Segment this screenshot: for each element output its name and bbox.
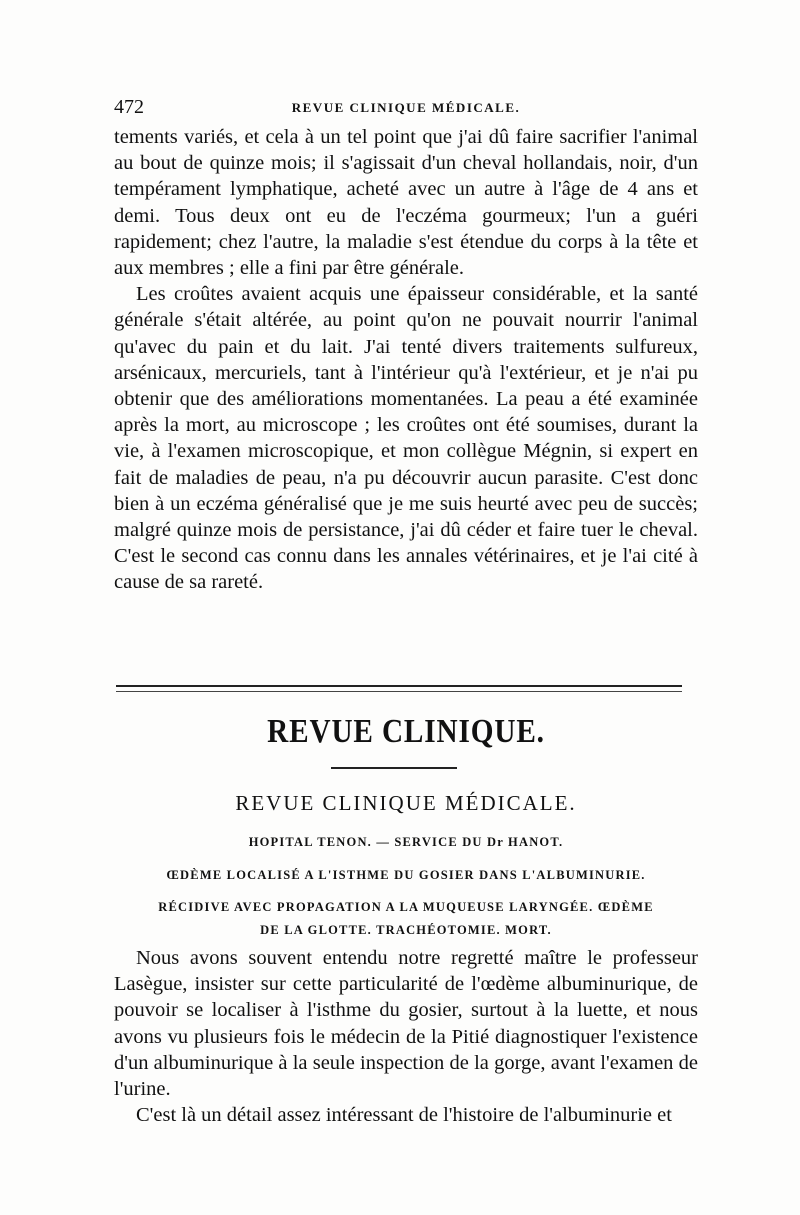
running-head: REVUE CLINIQUE MÉDICALE. xyxy=(291,100,521,115)
hospital-line: HOPITAL TENON. — SERVICE DU Dr HANOT. xyxy=(248,835,564,849)
section-title: REVUE CLINIQUE. xyxy=(267,713,545,750)
continuation-text xyxy=(114,124,698,596)
paragraph: Nous avons souvent entendu notre regretté maître le professeur Lasègue, insister sur cette particularité de l'œdème albuminurique, de pouvoir se localiser à l'isthme du gosier, surtout à la luette, et nous avons vu plusieurs fois le médecin de la Pitié diagnostiquer l'existence d'un albuminurique à la seule inspection de la gorge, avant l'examen de l'urine. xyxy=(114,947,698,1101)
page-header xyxy=(114,96,698,120)
page-number: 472 xyxy=(114,96,144,118)
paragraph: Les croûtes avaient acquis une épaisseur considérable, et la santé générale s'était altérée, au point qu'on ne pouvait nourrir l'animal qu'avec du pain et du lait. J'ai tenté divers traitements sulfureux, arsénicaux, mercuriels, tant à l'intérieur qu'à l'extérieur, et je n'ai pu obtenir que des améliorations momentanées. La peau a été examinée après la mort, au microscope ; les croûtes ont été soumises, durant la vie, à l'examen microscopique, et mon collègue Mégnin, si expert en fait de maladies de peau, n'a pu découvrir aucun parasite. C'est donc bien à un eczéma généralisé que je me suis heurté avec peu de succès; malgré quinze mois de persistance, j'ai dû céder et faire tuer le cheval. C'est le second cas connu dans les annales vétérinaires, et je l'ai cité à cause de sa rareté. xyxy=(114,283,698,594)
case-title-line: DE LA GLOTTE. TRACHÉOTOMIE. MORT. xyxy=(260,923,552,937)
section-subtitle: REVUE CLINIQUE MÉDICALE. xyxy=(235,791,577,815)
paragraph: C'est là un détail assez intéressant de l'histoire de l'albuminurie et xyxy=(136,1104,672,1127)
paragraph: tements variés, et cela à un tel point que j'ai dû faire sacrifier l'animal au bout de quinze mois; il s'agissait d'un cheval hollandais, noir, d'un tempérament lymphatique, acheté avec un autre à l'âge de 4 ans et demi. Tous deux ont eu de l'eczéma gourmeux; l'un a guéri rapidement; chez l'autre, la maladie s'est étendue du corps à la tête et aux membres ; elle a fini par être générale. xyxy=(114,126,698,280)
section-body-text xyxy=(114,945,698,1128)
case-title-line: ŒDÈME LOCALISÉ A L'ISTHME DU GOSIER DANS L'ALBUMINURIE. xyxy=(166,868,646,882)
case-title-line: RÉCIDIVE AVEC PROPAGATION A LA MUQUEUSE LARYNGÉE. ŒDÈME xyxy=(158,900,654,914)
title-underline xyxy=(331,767,457,769)
section-divider xyxy=(116,685,682,692)
